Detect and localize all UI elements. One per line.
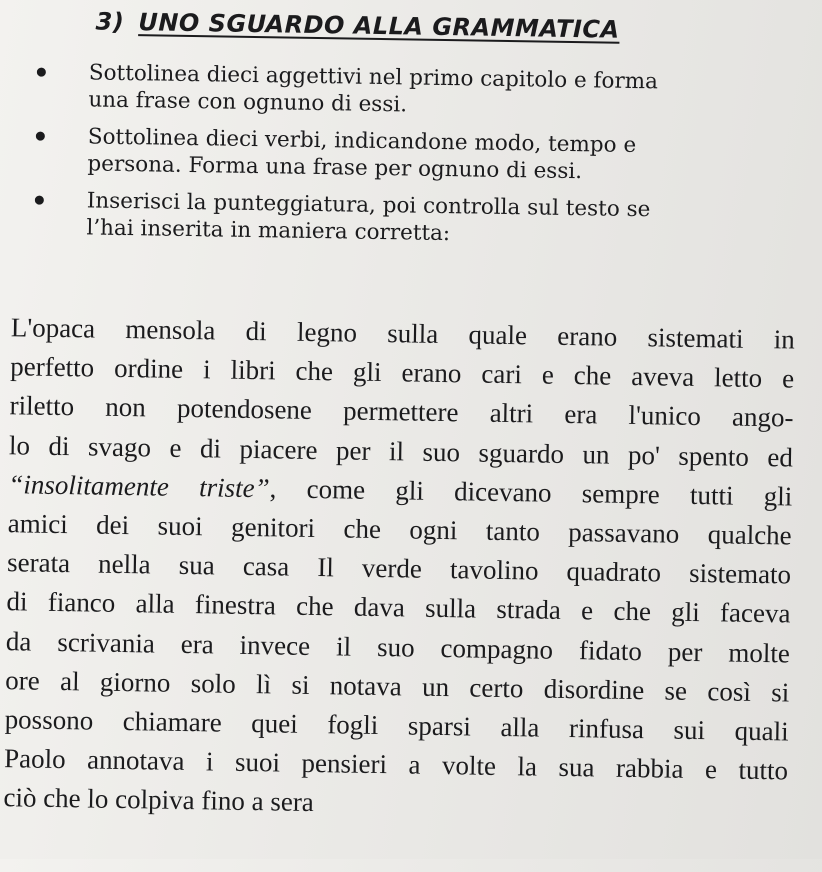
instruction-line: una frase con ognuno di essi. (88, 87, 408, 118)
passage-line: possono chiamare quei fogli sparsi alla rinfusa sui quali (4, 704, 789, 747)
passage-line: serata nella sua casa Il verde tavolino quadrato sistemato (6, 547, 792, 590)
passage-text (3, 308, 795, 830)
passage-line: Paolo annotava i suoi pensieri a volte la sua rabbia e tutto (3, 743, 789, 786)
passage-line: perfetto ordine i libri che gli erano cari e che aveva letto e (10, 351, 795, 394)
instruction-list (32, 59, 740, 262)
passage-line: di fianco alla finestra che dava sulla strada e che gli faceva (6, 586, 791, 629)
instruction-item (32, 187, 738, 252)
bullet-icon (37, 68, 46, 77)
passage-line: lo di svago e di piacere per il suo sguardo un po' spento ed (8, 429, 794, 473)
passage-line-last: ciò che lo colpiva fino a sera (3, 782, 315, 818)
instruction-line: l’hai inserita in maniera corretta: (86, 215, 451, 247)
passage-line: amici dei suoi genitori che ogni tanto passavano qualche (7, 508, 792, 551)
instruction-line: persona. Forma una frase per ognuno di essi. (87, 151, 583, 185)
instruction-line: Sottolinea dieci aggettivi nel primo capitolo e forma (88, 60, 659, 95)
bullet-icon (36, 132, 45, 141)
exercise-title: UNO SGUARDO ALLA GRAMMATICA (138, 8, 620, 44)
passage-line: ore al giorno solo lì si notava un certo disordine se così si (5, 664, 790, 708)
quoted-phrase: “insolitamente triste” (8, 469, 270, 504)
exercise-number: 3) (95, 7, 125, 36)
instruction-line: Sottolinea dieci verbi, indicandone modo, tempo e (87, 124, 637, 159)
bullet-icon (35, 196, 44, 205)
passage-line: L'opaca mensola di legno sulla quale erano sistemati in (10, 312, 796, 355)
passage-line: riletto non potendosene permettere altri era l'unico ango- (9, 390, 794, 433)
instruction-item (33, 123, 739, 188)
passage-line-rest: , come gli dicevano sempre tutti gli (269, 473, 793, 512)
exercise-heading (95, 8, 619, 44)
instruction-line: Inserisci la punteggiatura, poi controlla sul testo se (86, 188, 651, 223)
passage-line: da scrivania era invece il suo compagno fidato per molte (5, 625, 791, 669)
instruction-item (34, 59, 740, 124)
